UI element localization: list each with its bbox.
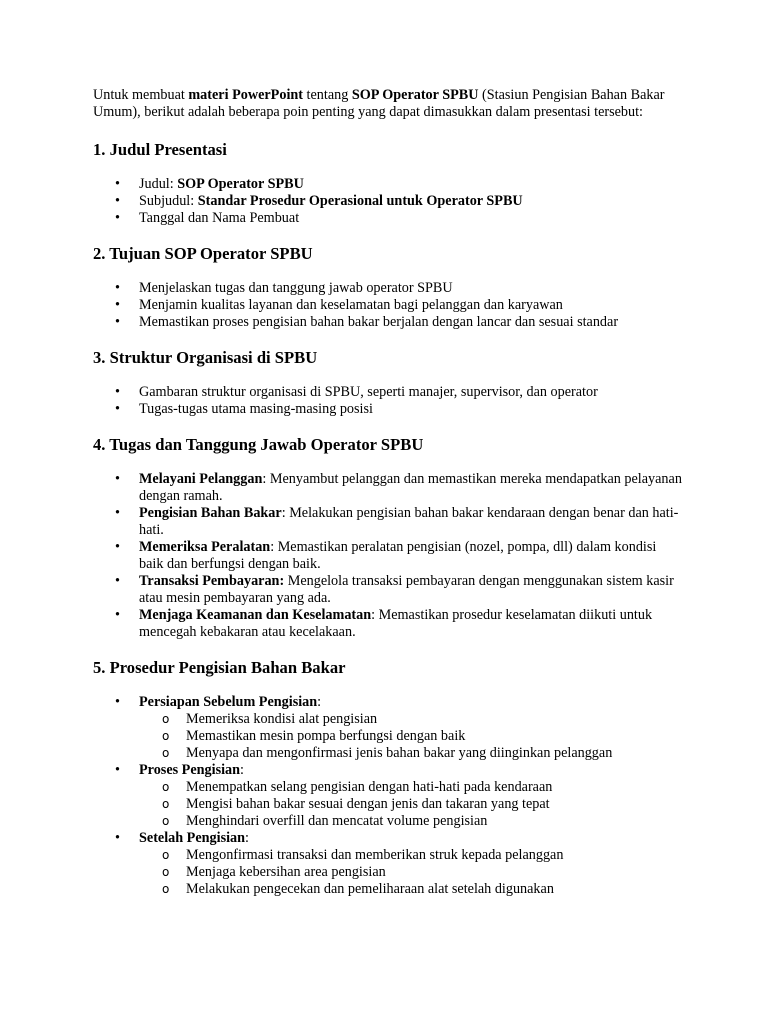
list-item — [93, 176, 683, 193]
sub-list-item: o Mengisi bahan bakar sesuai dengan jenis dan takaran yang tepat — [93, 796, 683, 813]
section-5-list — [93, 694, 683, 898]
item-text: : Memastikan peralatan pengisian (nozel, pompa, dll) dalam kondisi baik dan berfungsi dengan baik. — [139, 539, 657, 572]
item-bold: Transaksi Pembayaran: — [139, 573, 285, 589]
item-bold: Melayani Pelanggan — [139, 471, 263, 487]
sub-list-item: o Menghindari overfill dan mencatat volume pengisian — [93, 813, 683, 830]
list-item — [93, 193, 683, 210]
intro-text: Untuk membuat — [93, 87, 189, 103]
section-4-heading: 4. Tugas dan Tanggung Jawab Operator SPBU — [93, 435, 424, 454]
section-2-list — [93, 280, 683, 331]
sub-list-wrapper — [93, 711, 683, 762]
section-2-heading: 2. Tujuan SOP Operator SPBU — [93, 244, 313, 263]
sub-list — [93, 847, 683, 898]
item-bold: Standar Prosedur Operasional untuk Operator SPBU — [197, 193, 523, 209]
intro-paragraph — [93, 87, 683, 121]
sub-list-wrapper — [93, 847, 683, 898]
item-bold: Setelah Pengisian — [139, 830, 246, 846]
section-5-heading: 5. Prosedur Pengisian Bahan Bakar — [93, 658, 346, 677]
section-3-heading: 3. Struktur Organisasi di SPBU — [93, 348, 318, 367]
list-item — [93, 539, 683, 573]
intro-bold: materi PowerPoint — [188, 87, 303, 103]
section-3-list — [93, 384, 683, 418]
intro-text: (Stasiun Pengisian Bahan Bakar Umum), berikut adalah beberapa poin penting yang dapat dimasukkan dalam presentasi tersebut: — [93, 87, 665, 120]
item-bold: SOP Operator SPBU — [177, 176, 304, 192]
list-item — [93, 505, 683, 539]
section-4-list — [93, 471, 683, 641]
sub-list-wrapper — [93, 779, 683, 830]
list-item — [93, 762, 683, 779]
section-1-list — [93, 176, 683, 227]
item-bold: Pengisian Bahan Bakar — [139, 505, 282, 521]
intro-text: tentang — [303, 87, 352, 103]
sub-list-item: o Memeriksa kondisi alat pengisian — [93, 711, 683, 728]
item-text: Mengelola transaksi pembayaran dengan menggunakan sistem kasir atau mesin pembayaran yang ada. — [139, 573, 674, 606]
section-1-heading: 1. Judul Presentasi — [93, 140, 227, 159]
list-item — [93, 694, 683, 711]
item-text: : — [245, 830, 249, 846]
item-text: : Melakukan pengisian bahan bakar kendaraan dengan benar dan hati-hati. — [139, 505, 679, 538]
list-item: • Tanggal dan Nama Pembuat — [93, 210, 683, 227]
list-item — [93, 471, 683, 505]
sub-list-item: o Mengonfirmasi transaksi dan memberikan struk kepada pelanggan — [93, 847, 683, 864]
item-bold: Memeriksa Peralatan — [139, 539, 271, 555]
item-text: : Memastikan prosedur keselamatan diikuti untuk mencegah kebakaran atau kecelakaan. — [139, 607, 653, 640]
item-label: Subjudul: — [139, 193, 198, 209]
list-item: • Menjelaskan tugas dan tanggung jawab operator SPBU — [93, 280, 683, 297]
intro-bold: SOP Operator SPBU — [351, 87, 479, 103]
sub-list-item: o Memastikan mesin pompa berfungsi dengan baik — [93, 728, 683, 745]
list-item: • Memastikan proses pengisian bahan bakar berjalan dengan lancar dan sesuai standar — [93, 314, 683, 331]
item-bold: Proses Pengisian — [139, 762, 241, 778]
sub-list-item: o Melakukan pengecekan dan pemeliharaan alat setelah digunakan — [93, 881, 683, 898]
item-bold: Menjaga Keamanan dan Keselamatan — [139, 607, 372, 623]
sub-list-item: o Menjaga kebersihan area pengisian — [93, 864, 683, 881]
sub-list-item: o Menyapa dan mengonfirmasi jenis bahan bakar yang diinginkan pelanggan — [93, 745, 683, 762]
list-item: • Gambaran struktur organisasi di SPBU, seperti manajer, supervisor, dan operator — [93, 384, 683, 401]
item-bold: Persiapan Sebelum Pengisian — [139, 694, 318, 710]
list-item — [93, 830, 683, 847]
list-item: • Tugas-tugas utama masing-masing posisi — [93, 401, 683, 418]
item-label: Judul: — [139, 176, 178, 192]
sub-list — [93, 711, 683, 762]
list-item — [93, 573, 683, 607]
document-body — [93, 87, 683, 898]
item-text: : Menyambut pelanggan dan memastikan mereka mendapatkan pelayanan dengan ramah. — [139, 471, 682, 504]
list-item: • Menjamin kualitas layanan dan keselamatan bagi pelanggan dan karyawan — [93, 297, 683, 314]
list-item — [93, 607, 683, 641]
item-text: : — [317, 694, 322, 710]
sub-list — [93, 779, 683, 830]
sub-list-item: o Menempatkan selang pengisian dengan hati-hati pada kendaraan — [93, 779, 683, 796]
item-text: : — [240, 762, 244, 778]
